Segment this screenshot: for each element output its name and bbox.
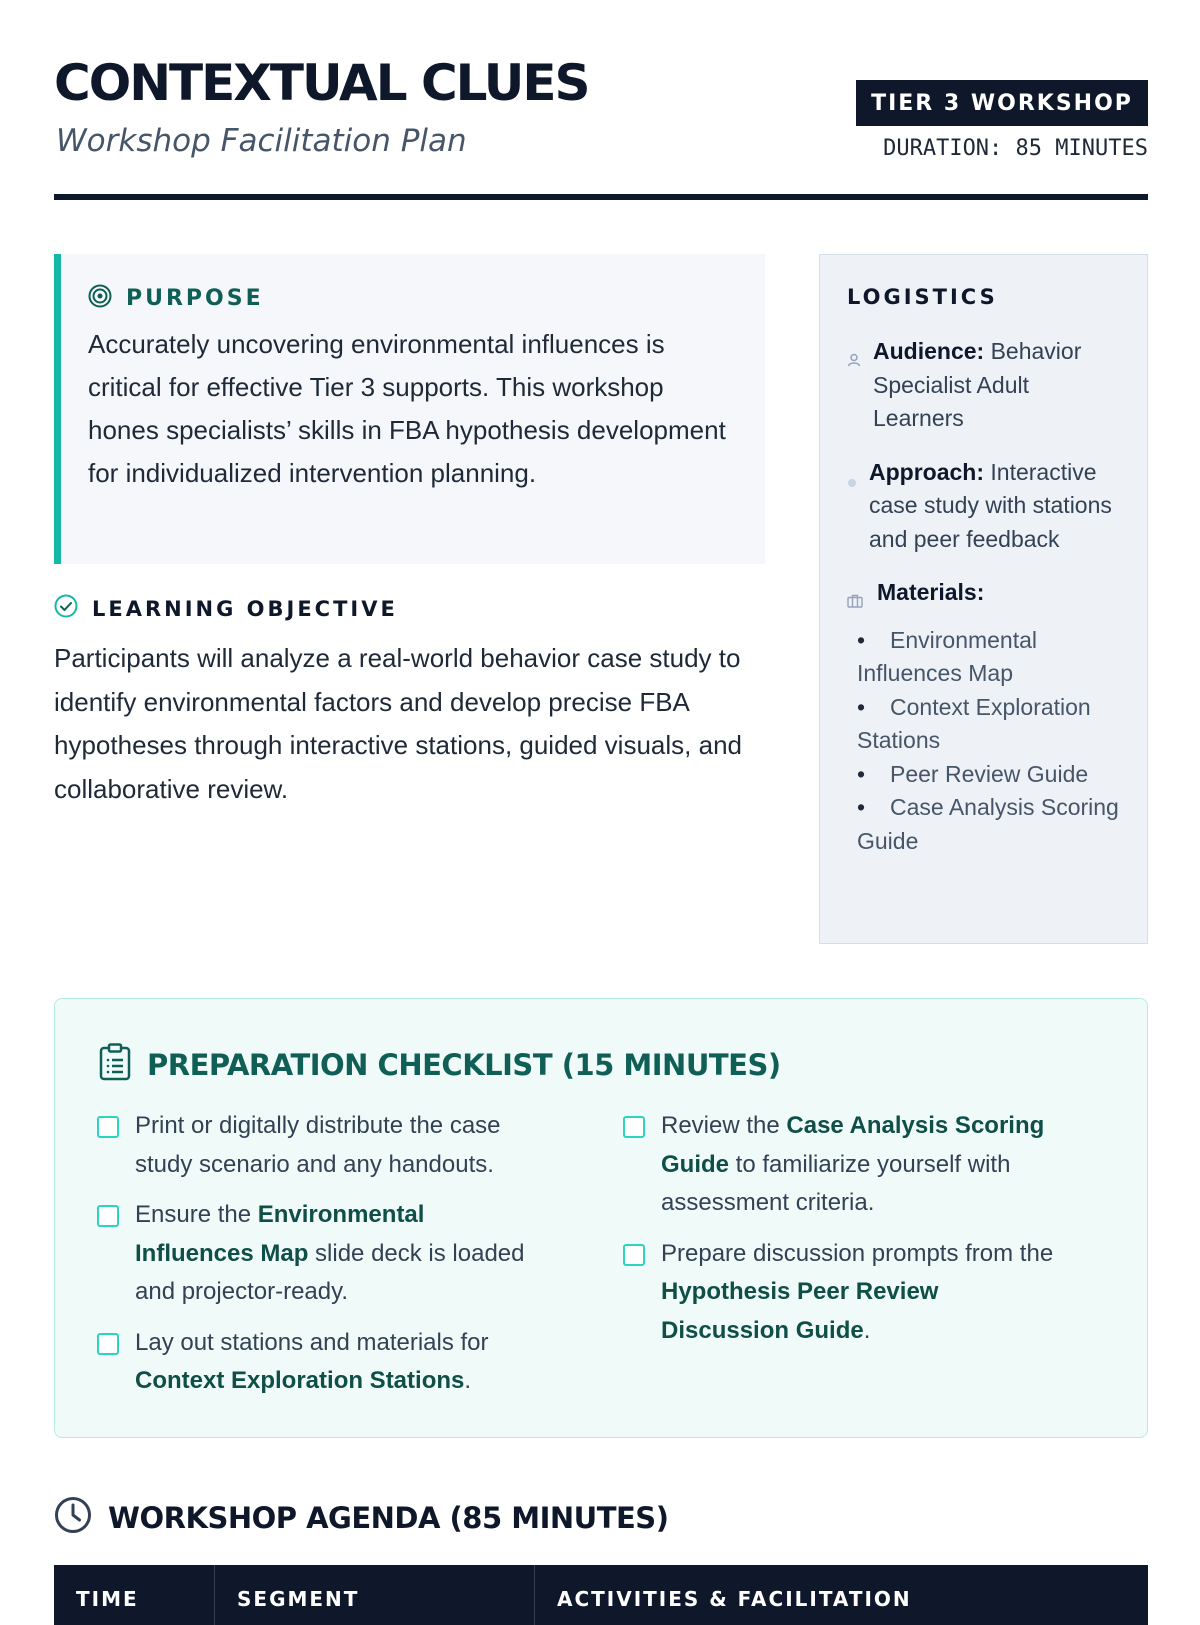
list-item: • Environmental Influences Map bbox=[857, 624, 1123, 691]
checklist-text: Review the bbox=[661, 1112, 787, 1139]
purpose-heading: PURPOSE bbox=[126, 286, 264, 311]
logistics-audience bbox=[847, 335, 1123, 436]
checklist-text: . bbox=[464, 1367, 472, 1394]
agenda-heading: WORKSHOP AGENDA (85 MINUTES) bbox=[108, 1500, 669, 1535]
agenda-header bbox=[54, 1496, 668, 1539]
column-header-segment: SEGMENT bbox=[214, 1565, 534, 1625]
duration-label: DURATION: 85 MINUTES bbox=[883, 136, 1148, 161]
purpose-panel bbox=[54, 254, 765, 564]
checklist-emphasis: Hypothesis Peer Review Discussion Guide bbox=[661, 1278, 939, 1344]
page-title: CONTEXTUAL CLUES bbox=[54, 54, 589, 112]
objective-heading: LEARNING OBJECTIVE bbox=[92, 596, 398, 621]
checklist-emphasis: Context Exploration Stations bbox=[135, 1367, 465, 1394]
logistics-panel bbox=[819, 254, 1148, 944]
checklist-text: slide deck is loaded and projector-ready. bbox=[135, 1239, 525, 1305]
list-item: • Case Analysis Scoring Guide bbox=[857, 791, 1123, 858]
checklist-item bbox=[623, 1235, 1073, 1351]
preparation-header bbox=[99, 1043, 781, 1086]
list-item: • Peer Review Guide bbox=[857, 758, 1123, 792]
checklist-text: Lay out stations and materials for bbox=[135, 1328, 489, 1356]
checklist-text: . bbox=[863, 1316, 871, 1344]
checklist-emphasis: Environmental Influences Map bbox=[135, 1201, 425, 1267]
checkbox[interactable] bbox=[97, 1205, 119, 1227]
dot-icon bbox=[847, 456, 869, 557]
purpose-header bbox=[88, 284, 739, 313]
target-icon bbox=[88, 284, 112, 313]
learning-objective-section bbox=[54, 594, 765, 811]
checkbox[interactable] bbox=[623, 1116, 645, 1138]
checkbox[interactable] bbox=[97, 1116, 119, 1138]
objective-header bbox=[54, 594, 765, 623]
checklist-text: Print or digitally distribute the case study scenario and any handouts. bbox=[135, 1112, 501, 1178]
checklist-text: to familiarize yourself with assessment criteria. bbox=[661, 1150, 1011, 1216]
checklist-text: Prepare discussion prompts from the bbox=[661, 1239, 1054, 1267]
checkbox[interactable] bbox=[623, 1244, 645, 1266]
approach-label: Approach: bbox=[869, 458, 984, 485]
checklist-emphasis: Case Analysis Scoring Guide bbox=[661, 1112, 1045, 1178]
logistics-approach bbox=[847, 456, 1123, 557]
purpose-text: Accurately uncovering environmental influences is critical for effective Tier 3 supports. This workshop hones specialists’ skills in FBA hypothesis development for individualized intervention planning. bbox=[88, 329, 726, 488]
checkbox[interactable] bbox=[97, 1333, 119, 1355]
audience-label: Audience: bbox=[873, 338, 985, 364]
clipboard-icon bbox=[99, 1043, 131, 1086]
checklist-item bbox=[97, 1324, 547, 1401]
checklist-column-left bbox=[97, 1107, 547, 1413]
approach-value: Interactive case study with stations and peer feedback bbox=[869, 458, 1112, 552]
clock-icon bbox=[54, 1496, 92, 1539]
logistics-materials bbox=[847, 576, 1123, 618]
checklist-column-right bbox=[623, 1107, 1073, 1362]
materials-list bbox=[857, 624, 1123, 859]
user-icon bbox=[847, 335, 873, 436]
column-header-activities: ACTIVITIES & FACILITATION bbox=[534, 1565, 1148, 1625]
tier-badge: TIER 3 WORKSHOP bbox=[856, 80, 1148, 126]
check-circle-icon bbox=[54, 594, 78, 623]
column-header-time: TIME bbox=[76, 1587, 139, 1611]
preparation-heading: PREPARATION CHECKLIST (15 MINUTES) bbox=[147, 1047, 781, 1082]
checklist-item bbox=[97, 1196, 547, 1312]
header-divider bbox=[54, 194, 1148, 200]
audience-value: Behavior Specialist Adult Learners bbox=[873, 338, 1082, 431]
checklist-item bbox=[97, 1107, 547, 1184]
logistics-heading: LOGISTICS bbox=[847, 285, 998, 309]
agenda-table-header bbox=[54, 1565, 1148, 1625]
preparation-checklist-panel bbox=[54, 998, 1148, 1438]
materials-label: Materials: bbox=[877, 579, 985, 605]
toolbox-icon bbox=[847, 576, 877, 618]
list-item: • Context Exploration Stations bbox=[857, 691, 1123, 758]
objective-text: Participants will analyze a real-world behavior case study to identify environmental factors and develop precise FBA hypotheses through interactive stations, guided visuals, and collaborative review. bbox=[54, 643, 742, 804]
page-subtitle: Workshop Facilitation Plan bbox=[56, 123, 467, 159]
checklist-text: Ensure the bbox=[135, 1201, 258, 1228]
facilitation-plan-page bbox=[54, 0, 1148, 1611]
checklist-item bbox=[623, 1107, 1073, 1223]
